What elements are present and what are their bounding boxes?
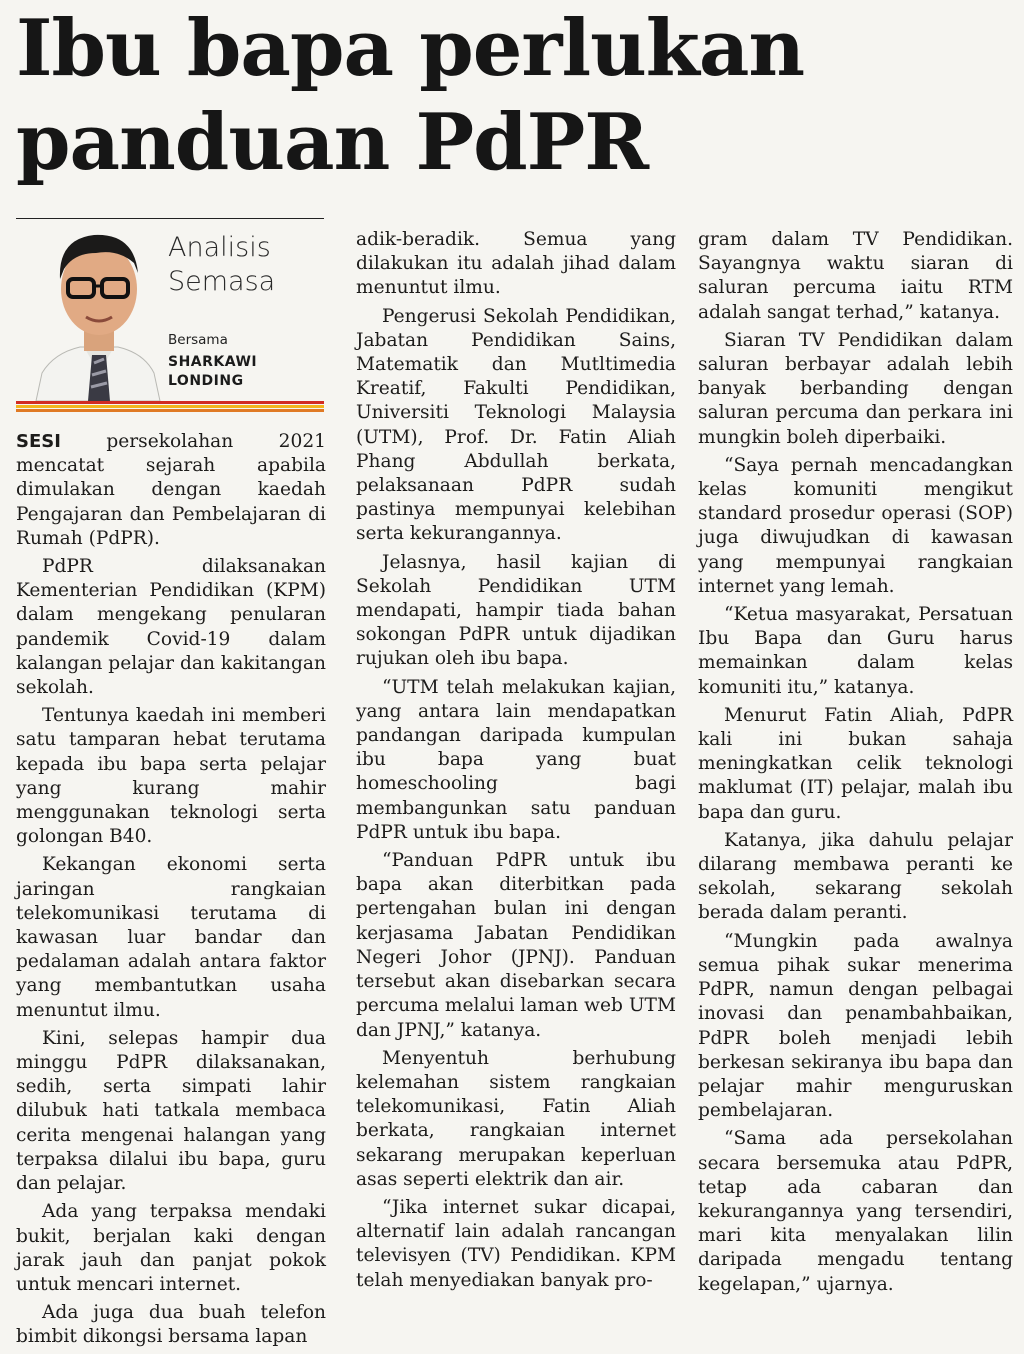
author-portrait <box>34 223 164 401</box>
paragraph-text: Pengerusi Sekolah Pendidikan, Jabatan Pendidikan Sains, Matematik dan Mutltimedia Kreatif, Fakulti Pendidikan, Universiti Teknologi Malaysia (UTM), Prof. Dr. Fatin Aliah Phang Abdullah berkata, pelaksanaan PdPR sudah pastinya mempunyai kelebihan serta kekurangannya. <box>356 305 676 545</box>
paragraph <box>356 1047 676 1192</box>
article-column-1 <box>16 430 326 1354</box>
stripe-red <box>16 401 324 404</box>
paragraph <box>356 228 676 301</box>
paragraph-text: “UTM telah melakukan kajian, yang antara lain mendapatkan pandangan daripada kumpulan ibu bapa yang buat homeschooling bagi membangunkan satu panduan PdPR untuk ibu bapa. <box>356 676 676 843</box>
column-title-line-2: Semasa <box>168 266 276 297</box>
paragraph <box>698 454 1013 599</box>
paragraph-text: Jelasnya, hasil kajian di Sekolah Pendidikan UTM mendapati, hampir tiada bahan sokongan PdPR untuk dijadikan rujukan oleh ibu bapa. <box>356 551 676 670</box>
paragraph <box>16 853 326 1022</box>
column-title <box>168 231 275 299</box>
paragraph-text: Menurut Fatin Aliah, PdPR kali ini bukan sahaja meningkatkan celik teknologi maklumat (IT) pelajar, malah ibu bapa dan guru. <box>698 704 1013 823</box>
paragraph <box>698 228 1013 325</box>
paragraph-text: Tentunya kaedah ini memberi satu tamparan hebat terutama kepada ibu bapa serta pelajar yang kurang mahir menggunakan teknologi serta golongan B40. <box>16 705 326 848</box>
byline-prefix: Bersama <box>168 332 228 348</box>
paragraph-text: “Panduan PdPR untuk ibu bapa akan diterbitkan pada pertengahan bulan ini dengan kerjasama Jabatan Pendidikan Negeri Johor (JPNJ). Panduan tersebut akan disebarkan secara percuma melalui laman web UTM dan JPNJ,” katanya. <box>356 850 676 1041</box>
headline <box>16 2 1016 190</box>
paragraph <box>698 1127 1013 1296</box>
paragraph <box>698 829 1013 926</box>
color-stripes <box>16 401 324 415</box>
paragraph <box>698 329 1013 450</box>
headline-line-2: panduan PdPR <box>16 97 649 188</box>
paragraph-text: “Sama ada persekolahan secara bersemuka atau PdPR, tetap ada cabaran dan kekurangannya yang tersendiri, mari kita menyalakan lilin daripada mengadu tentang kegelapan,” ujarnya. <box>698 1128 1013 1295</box>
paragraph-text: “Ketua masyarakat, Persatuan Ibu Bapa dan Guru harus memainkan dalam kelas komuniti itu,” katanya. <box>698 604 1013 698</box>
paragraph-text: “Jika internet sukar dicapai, alternatif lain adalah rancangan televisyen (TV) Pendidikan. KPM telah menyediakan banyak pro- <box>356 1196 676 1291</box>
paragraph <box>698 603 1013 700</box>
paragraph <box>16 1200 326 1297</box>
paragraph <box>356 1196 676 1293</box>
paragraph-text: persekolahan 2021 mencatat sejarah apabila dimulakan dengan kaedah Pengajaran dan Pembelajaran di Rumah (PdPR). <box>16 431 326 549</box>
paragraph <box>698 704 1013 825</box>
paragraph <box>16 555 326 700</box>
paragraph <box>356 676 676 845</box>
paragraph-text: Menyentuh berhubung kelemahan sistem rangkaian telekomunikasi, Fatin Aliah berkata, rangkaian internet sekarang merupakan keperluan asas seperti elektrik dan air. <box>356 1047 676 1190</box>
paragraph-text: Katanya, jika dahulu pelajar dilarang membawa peranti ke sekolah, sekarang sekolah berada dalam peranti. <box>698 829 1013 924</box>
paragraph-text: adik-beradik. Semua yang dilakukan itu adalah jihad dalam menuntut ilmu. <box>356 229 676 299</box>
column-header-box <box>16 218 324 415</box>
stripe-orange <box>16 409 324 412</box>
paragraph <box>16 704 326 849</box>
paragraph <box>356 551 676 672</box>
paragraph <box>698 930 1013 1124</box>
paragraph-text: “Mungkin pada awalnya semua pihak sukar menerima PdPR, namun dengan pelbagai inovasi dan penambahbaikan, PdPR boleh menjadi lebih berkesan sekiranya ibu bapa dan pelajar mahir menguruskan pembelajaran. <box>698 930 1013 1122</box>
paragraph <box>16 1027 326 1196</box>
author-name <box>168 353 318 391</box>
paragraph-text: PdPR dilaksanakan Kementerian Pendidikan (KPM) dalam mengekang penularan pandemik Covid-19 dalam kalangan pelajar dan kakitangan sekolah. <box>16 556 326 699</box>
paragraph <box>16 430 326 551</box>
article-column-3 <box>698 228 1013 1301</box>
paragraph-text: Kekangan ekonomi serta jaringan rangkaian telekomunikasi terutama di kawasan luar bandar dan pedalaman adalah antara faktor yang membantutkan usaha menuntut ilmu. <box>16 854 326 1021</box>
paragraph-text: Siaran TV Pendidikan dalam saluran berbayar adalah lebih banyak berbanding dengan saluran percuma dan perkara ini mungkin boleh diperbaiki. <box>698 329 1013 448</box>
paragraph <box>356 849 676 1043</box>
author-name-line-1: SHARKAWI <box>168 354 258 370</box>
paragraph-text: gram dalam TV Pendidikan. Sayangnya waktu siaran di saluran percuma iaitu RTM adalah sangat terhad,” katanya. <box>698 229 1013 323</box>
article-column-2 <box>356 228 676 1297</box>
column-title-line-1: Analisis <box>168 232 271 263</box>
lead-word: SESI <box>16 431 61 452</box>
paragraph-text: “Saya pernah mencadangkan kelas komuniti mengikut standard prosedur operasi (SOP) juga diwujudkan di kawasan yang mempunyai rangkaian internet yang lemah. <box>698 454 1013 597</box>
paragraph-text: Ada yang terpaksa mendaki bukit, berjalan kaki dengan jarak jauh dan panjat pokok untuk mencari internet. <box>16 1201 326 1295</box>
headline-line-1: Ibu bapa perlukan <box>16 3 805 94</box>
author-name-line-2: LONDING <box>168 373 244 389</box>
paragraph-text: Kini, selepas hampir dua minggu PdPR dilaksanakan, sedih, serta simpati lahir dilubuk hati tatkala membaca cerita mengenai halangan yang terpaksa dilalui ibu bapa, guru dan pelajar. <box>16 1027 326 1195</box>
paragraph <box>356 305 676 547</box>
paragraph <box>16 1301 326 1349</box>
paragraph-text: Ada juga dua buah telefon bimbit dikongsi bersama lapan <box>16 1302 326 1348</box>
stripe-yellow <box>16 405 324 408</box>
